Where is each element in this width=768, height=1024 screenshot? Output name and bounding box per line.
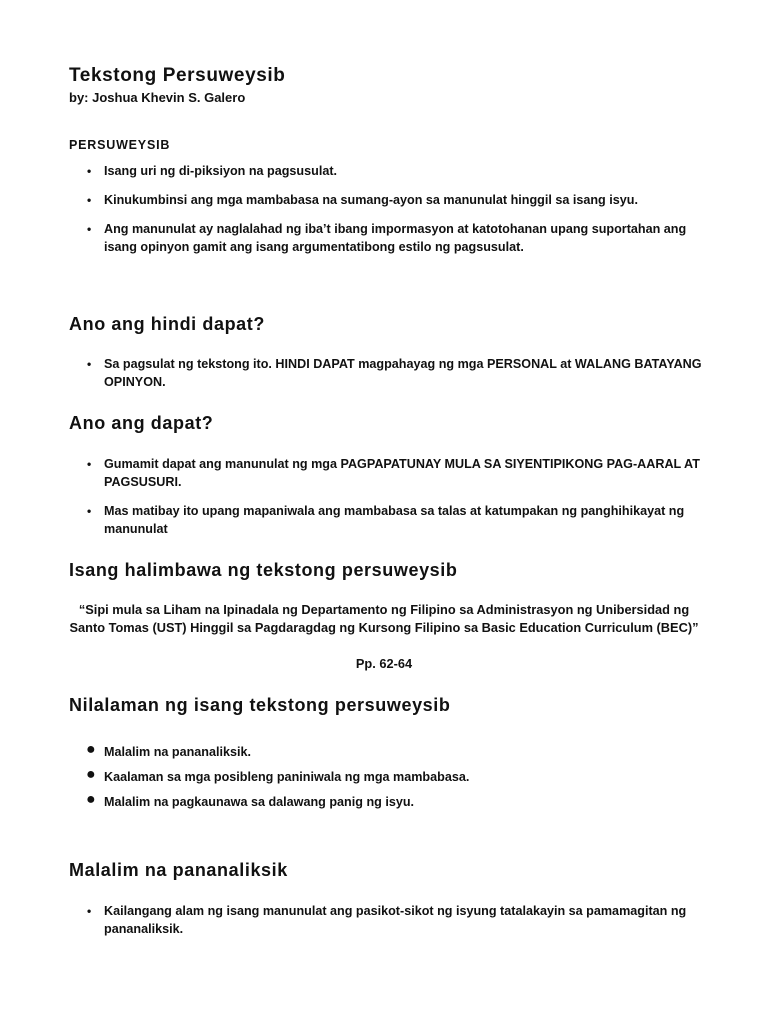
list-item: • Sa pagsulat ng tekstong ito. HINDI DAPAT magpahayag ng mga PERSONAL at WALANG BATAYANG OPINYON. bbox=[87, 357, 702, 389]
section-label: PERSUWEYSIB bbox=[69, 138, 171, 152]
heading-dapat: Ano ang dapat? bbox=[69, 413, 214, 433]
list-item: • Gumamit dapat ang manunulat ng mga PAGPAPATUNAY MULA SA SIYENTIPIKONG PAG-AARAL AT PAGSUSURI. bbox=[87, 457, 700, 489]
list-item: • Ang manunulat ay naglalahad ng iba’t ibang impormasyon at katotohanan upang suportahan ang isang opinyon gamit ang isang argumentatibong estilo ng pagsusulat. bbox=[87, 222, 687, 254]
malalim-list bbox=[69, 902, 709, 938]
nilalaman-list bbox=[69, 743, 709, 811]
list-item: • Mas matibay ito upang mapaniwala ang mambabasa sa talas at katumpakan ng panghihikayat ng manunulat bbox=[87, 504, 685, 536]
bullet-icon: • bbox=[87, 457, 92, 471]
bullet-icon: • bbox=[87, 222, 92, 236]
heading-hindi-dapat: Ano ang hindi dapat? bbox=[69, 314, 265, 334]
bullet-icon: • bbox=[87, 193, 92, 207]
heading-halimbawa: Isang halimbawa ng tekstong persuweysib bbox=[69, 560, 458, 580]
bullet-icon: ● bbox=[86, 741, 96, 758]
bullet-icon: • bbox=[87, 164, 92, 178]
document-title: Tekstong Persuweysib bbox=[69, 65, 286, 86]
list-item: ● Kaalaman sa mga posibleng paniniwala ng mga mambabasa. bbox=[86, 766, 470, 784]
hindi-list bbox=[69, 355, 709, 391]
bullet-icon: • bbox=[87, 504, 92, 518]
heading-nilalaman: Nilalaman ng isang tekstong persuweysib bbox=[69, 695, 451, 715]
example-quote: “Sipi mula sa Liham na Ipinadala ng Departamento ng Filipino sa Administrasyon ng Unibersidad ng Santo Tomas (UST) Hinggil sa Pagdaragdag ng Kursong Filipino sa Basic Education Curriculum (BEC)” bbox=[69, 602, 699, 635]
dapat-list bbox=[69, 455, 709, 538]
bullet-icon: ● bbox=[86, 766, 96, 783]
bullet-icon: • bbox=[87, 904, 92, 918]
page-reference: Pp. 62-64 bbox=[355, 656, 413, 671]
heading-malalim: Malalim na pananaliksik bbox=[69, 860, 288, 880]
persuweysib-list bbox=[69, 162, 709, 256]
author-byline: by: Joshua Khevin S. Galero bbox=[69, 90, 246, 105]
list-item: • Kinukumbinsi ang mga mambabasa na sumang-ayon sa manunulat hinggil sa isang isyu. bbox=[87, 193, 638, 207]
bullet-icon: ● bbox=[86, 791, 96, 808]
list-item: ● Malalim na pananaliksik. bbox=[86, 741, 251, 759]
list-item: • Isang uri ng di-piksiyon na pagsusulat. bbox=[87, 164, 338, 178]
bullet-icon: • bbox=[87, 357, 92, 371]
list-item: ● Malalim na pagkaunawa sa dalawang panig ng isyu. bbox=[86, 791, 415, 809]
list-item: • Kailangang alam ng isang manunulat ang pasikot-sikot ng isyung tatalakayin sa pamamagitan ng pananaliksik. bbox=[87, 904, 687, 936]
